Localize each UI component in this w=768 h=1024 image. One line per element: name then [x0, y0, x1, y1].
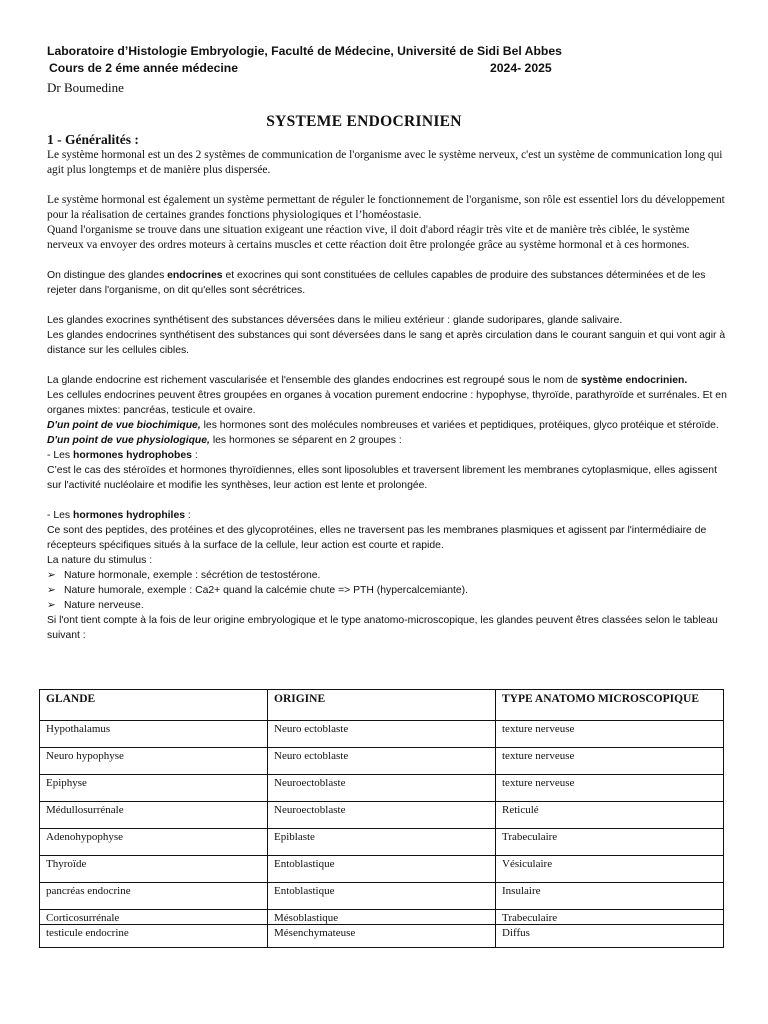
paragraph: Le système hormonal est un des 2 systèmes de communication de l'organisme avec le système nerveux, c'est un système de communication long qui agit plus longtemps et de manière plus dispersée.: [47, 149, 723, 176]
paragraph: La nature du stimulus :: [47, 555, 153, 566]
paragraph: Les cellules endocrines peuvent êtres groupées en organes à vocation purement endocrine : hypophyse, thyroïde, parathyroïde et surrénales. Et en organes mixtes: pancréas, testicule et ovaire.: [47, 390, 727, 416]
table-cell: Corticosurrénale: [40, 910, 268, 925]
table-cell: texture nerveuse: [496, 775, 724, 802]
paragraph: - Les hormones hydrophobes :: [47, 450, 198, 461]
section-heading: 1 - Généralités :: [47, 132, 139, 147]
table-cell: Vésiculaire: [496, 856, 724, 883]
column-header: TYPE ANATOMO MICROSCOPIQUE: [496, 690, 724, 721]
paragraph: La glande endocrine est richement vascularisée et l'ensemble des glandes endocrines est regroupé sous le nom de système endocrinien.: [47, 375, 688, 386]
emphasis: système endocrinien.: [580, 375, 688, 386]
table-cell: Mésenchymateuse: [268, 925, 496, 948]
table-cell: Epiblaste: [268, 829, 496, 856]
table-cell: Entoblastique: [268, 883, 496, 910]
paragraph: Ce sont des peptides, des protéines et des glycoprotéines, elles ne traversent pas les membranes plasmiques et agissent par l'intermédiaire de récepteurs spécifiques situés à la surface de la cellule, leur action est courte et rapide.: [47, 525, 707, 551]
table-cell: texture nerveuse: [496, 721, 724, 748]
table-cell: pancréas endocrine: [40, 883, 268, 910]
document-title: SYSTEME ENDOCRINIEN: [266, 113, 462, 130]
table-header-row: [40, 690, 724, 721]
table-cell: Trabeculaire: [496, 829, 724, 856]
arrow-bullet-icon: ➢: [47, 600, 56, 611]
table-cell: Neuro ectoblaste: [268, 721, 496, 748]
arrow-bullet-icon: ➢: [47, 585, 56, 596]
table-cell: Trabeculaire: [496, 910, 724, 925]
paragraph: Quand l'organisme se trouve dans une situation exigeant une réaction vive, il doit d'abord réagir très vite et de manière très ciblée, le système nerveux va envoyer des ordres moteurs à certains muscles et cette réaction doit être prolongée grâce au système hormonal et à ces hormones.: [47, 224, 690, 251]
list-item: ➢ Nature nerveuse.: [47, 600, 144, 611]
table-cell: Reticulé: [496, 802, 724, 829]
table-row: [40, 856, 724, 883]
emphasis: D'un point de vue physiologique,: [47, 435, 210, 446]
document-body: [47, 132, 727, 643]
paragraph: C’est le cas des stéroïdes et hormones thyroïdiennes, elles sont liposolubles et traversent librement les membranes cytoplasmique, elles agissent sur l'activité nucléolaire et modifie les synthèses, leur action est lente et prolongée.: [47, 465, 717, 491]
list-item: ➢ Nature hormonale, exemple : sécrétion de testostérone.: [47, 570, 321, 581]
paragraph: D'un point de vue physiologique, les hormones se séparent en 2 groupes :: [47, 435, 402, 446]
paragraph: On distingue des glandes endocrines et exocrines qui sont constituées de cellules capables de produire des substances déterminées et de les rejeter dans l'organisme, on dit qu'elles sont sécrétrices.: [47, 270, 706, 296]
paragraph: Les glandes exocrines synthétisent des substances déversées dans le milieu extérieur : glande sudoripares, glande salivaire.: [47, 315, 623, 326]
table-row: [40, 802, 724, 829]
paragraph: D'un point de vue biochimique, les hormones sont des molécules nombreuses et variées et peptidiques, protéiques, glyco protéique et stéroïde.: [47, 420, 719, 431]
academic-year: 2024- 2025: [490, 61, 552, 75]
table-row: [40, 925, 724, 948]
table-cell: texture nerveuse: [496, 748, 724, 775]
course-header: [49, 61, 559, 75]
paragraph: Le système hormonal est également un système permettant de réguler le fonctionnement de l'organisme, son rôle est essentiel lors du développement pour la réalisation de certaines grandes fonctions physiologiques et l’homéostasie.: [47, 194, 725, 221]
institution-header: Laboratoire d’Histologie Embryologie, Faculté de Médecine, Université de Sidi Bel Abbes: [47, 44, 562, 58]
arrow-bullet-icon: ➢: [47, 570, 56, 581]
table-cell: Epiphyse: [40, 775, 268, 802]
emphasis: hormones hydrophobes: [73, 450, 192, 461]
table-cell: Insulaire: [496, 883, 724, 910]
course-name: Cours de 2 éme année médecine: [49, 61, 238, 75]
table-cell: Thyroïde: [40, 856, 268, 883]
table-cell: Hypothalamus: [40, 721, 268, 748]
paragraph: - Les hormones hydrophiles :: [47, 510, 191, 521]
emphasis: hormones hydrophiles: [73, 510, 186, 521]
table-row: [40, 748, 724, 775]
table-cell: testicule endocrine: [40, 925, 268, 948]
table-row: [40, 775, 724, 802]
table-row: [40, 829, 724, 856]
paragraph: Les glandes endocrines synthétisent des substances qui sont déversées dans le sang et après circulation dans le courant sanguin et qui vont agir à distance sur les cellules cibles.: [47, 330, 726, 356]
table-cell: Entoblastique: [268, 856, 496, 883]
table-cell: Médullosurrénale: [40, 802, 268, 829]
table-row: [40, 883, 724, 910]
column-header: ORIGINE: [268, 690, 496, 721]
glands-table: [39, 689, 724, 948]
table-cell: Neuroectoblaste: [268, 802, 496, 829]
table-cell: Diffus: [496, 925, 724, 948]
table-cell: Neuroectoblaste: [268, 775, 496, 802]
emphasis: endocrines: [167, 270, 223, 281]
paragraph: Si l'ont tient compte à la fois de leur origine embryologique et le type anatomo-microscopique, les glandes peuvent êtres classées selon le tableau suivant :: [47, 615, 718, 641]
table-row: [40, 721, 724, 748]
list-item: ➢ Nature humorale, exemple : Ca2+ quand la calcémie chute => PTH (hypercalcemiante).: [47, 585, 468, 596]
table-row: [40, 910, 724, 925]
author-name: Dr Boumedine: [47, 80, 124, 95]
table-cell: Adenohypophyse: [40, 829, 268, 856]
table-cell: Neuro ectoblaste: [268, 748, 496, 775]
emphasis: D'un point de vue biochimique,: [47, 420, 201, 431]
table-cell: Mésoblastique: [268, 910, 496, 925]
table-cell: Neuro hypophyse: [40, 748, 268, 775]
column-header: GLANDE: [40, 690, 268, 721]
